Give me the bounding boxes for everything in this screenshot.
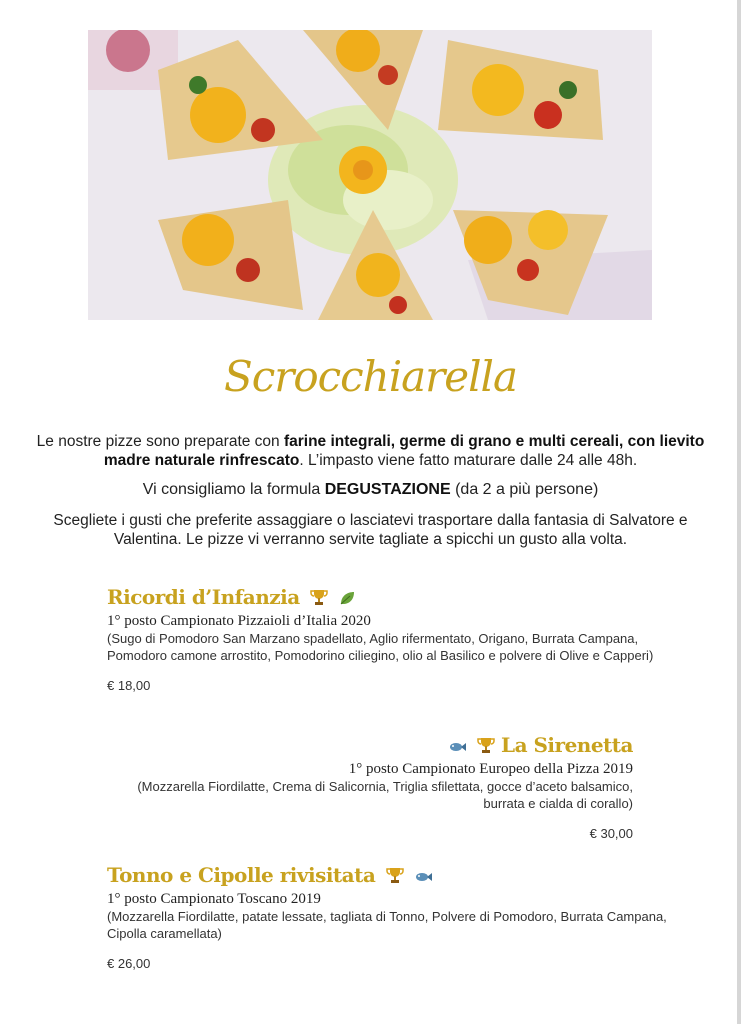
item-description: (Sugo di Pomodoro San Marzano spadellato, Aglio rifermentato, Origano, Burrata Campana, Pomodoro camone arrostito, Pomodorino ciliegino, olio al Basilico e polvere di Olive e Capperi) xyxy=(107,630,654,663)
menu-item xyxy=(107,584,667,693)
item-award: 1° posto Campionato Pizzaioli d’Italia 2020 xyxy=(107,612,371,629)
intro-text: Vi consigliamo la formula xyxy=(142,481,325,498)
intro-highlight: farine integrali, germe di grano e multi cereali, con lievito madre naturale rinfrescato xyxy=(103,433,705,469)
item-name-row xyxy=(107,862,667,890)
item-name-row xyxy=(110,732,633,760)
item-award: 1° posto Campionato Toscano 2019 xyxy=(107,890,321,907)
intro-text: (da 2 a più persone) xyxy=(450,481,599,498)
fish-icon xyxy=(414,864,432,890)
item-price: € 18,00 xyxy=(107,677,151,693)
intro-paragraph-choose: Scegliete i gusti che preferite assaggiare o lasciatevi trasportare dalla fantasia di Salvatore e Valentina. Le pizze vi verranno servite tagliate a spicchi un gusto alla volta. xyxy=(53,512,688,548)
trophy-icon xyxy=(310,586,328,612)
item-price: € 30,00 xyxy=(589,825,633,841)
item-name: La Sirenetta xyxy=(501,733,633,757)
trophy-icon xyxy=(386,864,404,890)
page-title: Scrocchiarella xyxy=(223,352,518,401)
trophy-icon xyxy=(477,734,495,760)
intro-text: Le nostre pizze sono preparate con xyxy=(36,433,284,450)
item-name: Ricordi d’Infanzia xyxy=(107,585,300,609)
item-name-row xyxy=(107,584,667,612)
item-name: Tonno e Cipolle rivisitata xyxy=(107,863,376,887)
intro-highlight: DEGUSTAZIONE xyxy=(324,481,451,498)
item-description: (Mozzarella Fiordilatte, patate lessate, tagliata di Tonno, Polvere di Pomodoro, Burrata Campana, Cipolla caramellata) xyxy=(107,908,667,941)
page-edge xyxy=(737,0,741,1024)
menu-item xyxy=(107,862,667,971)
intro-paragraph-dough xyxy=(18,432,723,470)
intro-paragraph-degustazione xyxy=(18,480,723,499)
leaf-icon xyxy=(339,586,355,612)
hero-pizza-image xyxy=(88,30,652,320)
menu-item xyxy=(110,732,633,841)
intro-text: . L’impasto viene fatto maturare dalle 24 alle 48h. xyxy=(299,452,638,469)
fish-icon xyxy=(448,734,466,760)
item-description: (Mozzarella Fiordilatte, Crema di Salicornia, Triglia sfilettata, gocce d’aceto balsamico, burrata e cialda di corallo) xyxy=(137,778,633,811)
item-award: 1° posto Campionato Europeo della Pizza 2019 xyxy=(348,760,633,777)
item-price: € 26,00 xyxy=(107,955,151,971)
